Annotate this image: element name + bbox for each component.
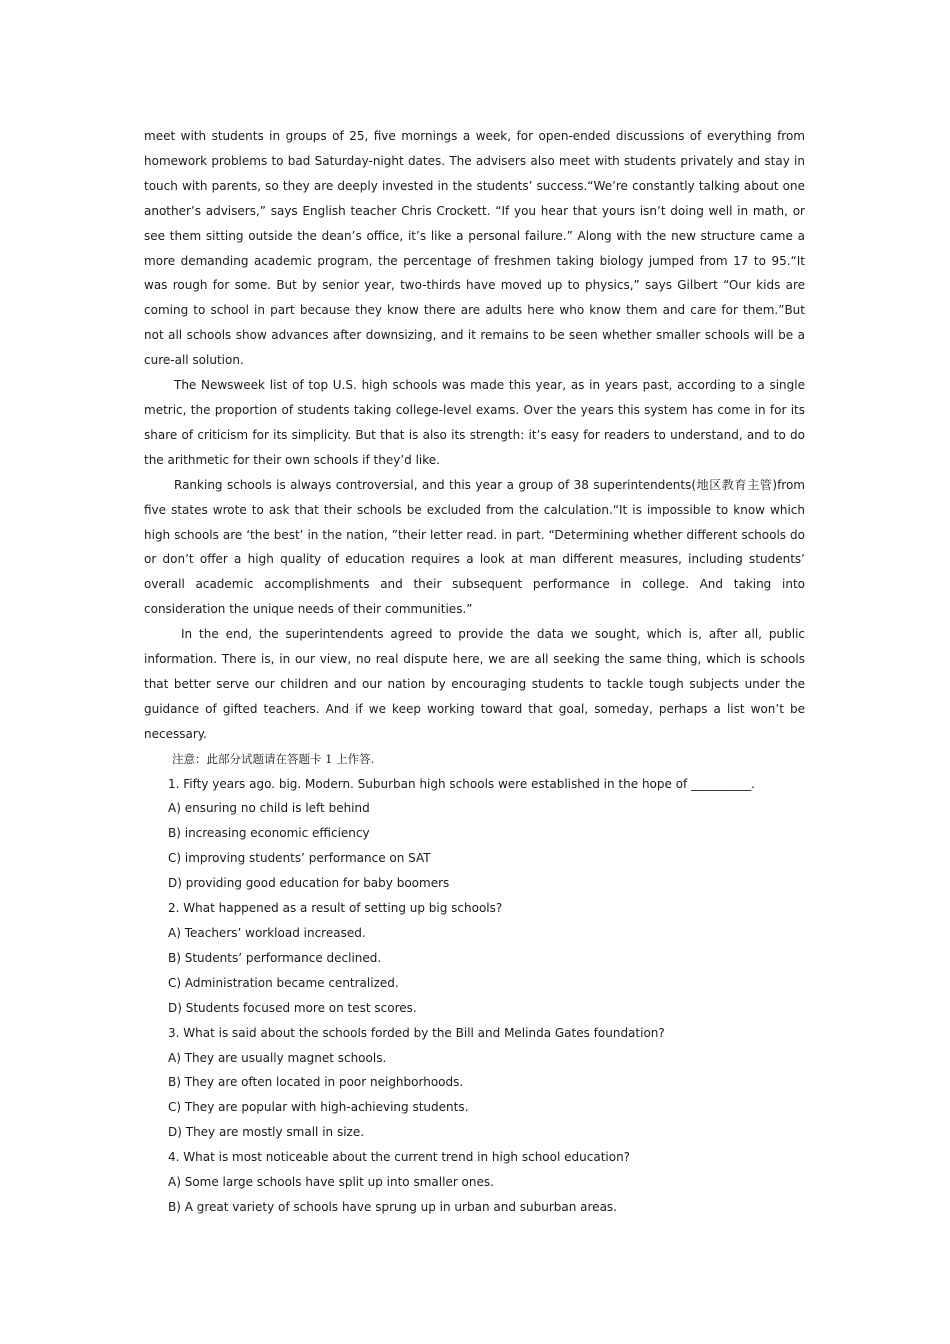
document-page xyxy=(144,124,805,1220)
question-3-option-a: A) They are usually magnet schools. xyxy=(168,1050,387,1065)
question-2-option-a: A) Teachers’ workload increased. xyxy=(168,926,366,940)
question-list xyxy=(144,772,805,1220)
question-4: 4. What is most noticeable about the current trend in high school education? xyxy=(168,1150,631,1165)
question-3-option-c: C) They are popular with high-achieving students. xyxy=(168,1100,469,1115)
question-3-option-b: B) They are often located in poor neighborhoods. xyxy=(168,1075,464,1090)
question-1-option-a: A) ensuring no child is left behind xyxy=(168,801,370,816)
answer-sheet-note: 注意：此部分试题请在答题卡 1 上作答. xyxy=(172,751,375,766)
question-4-option-b: B) A great variety of schools have sprung up in urban and suburban areas. xyxy=(168,1199,617,1214)
question-1-option-c: C) improving students’ performance on SAT xyxy=(168,851,431,866)
question-1-option-d: D) providing good education for baby boomers xyxy=(168,876,450,891)
question-3: 3. What is said about the schools forded by the Bill and Melinda Gates foundation? xyxy=(168,1025,665,1040)
question-1: 1. Fifty years ago. big. Modern. Suburban high schools were established in the hope of __________. xyxy=(168,776,755,791)
question-2: 2. What happened as a result of setting up big schools? xyxy=(168,901,503,916)
question-2-option-b: B) Students’ performance declined. xyxy=(168,950,382,965)
question-4-option-a: A) Some large schools have split up into smaller ones. xyxy=(168,1175,494,1190)
question-1-option-b: B) increasing economic efficiency xyxy=(168,826,370,841)
passage-paragraph-2: The Newsweek list of top U.S. high schools was made this year, as in years past, according to a single metric, the proportion of students taking college-level exams. Over the years this system has come in for its share of criticism for its simplicity. But that is also its strength: it’s easy for readers to understand, and to do the arithmetic for their own schools if they’d like. xyxy=(144,378,805,467)
question-3-option-d: D) They are mostly small in size. xyxy=(168,1125,365,1140)
passage-paragraph-1: meet with students in groups of 25, five mornings a week, for open-ended discussions of everything from homework problems to bad Saturday-night dates. The advisers also meet with students privately and stay in touch with parents, so they are deeply invested in the students’ success.“We’re constantly talking about one another’s advisers,” says English teacher Chris Crockett. “If you hear that yours isn’t doing well in math, or see them sitting outside the dean’s office, it’s like a personal failure.” Along with the new structure came a more demanding academic program, the percentage of freshmen taking biology jumped from 17 to 95.“It was rough for some. But by senior year, two-thirds have moved up to physics,” says Gilbert “Our kids are coming to school in part because they know there are adults here who know them and care for them.”But not all schools show advances after downsizing, and it remains to be seen whether smaller schools will be a cure-all solution. xyxy=(144,129,805,368)
question-2-option-c: C) Administration became centralized. xyxy=(168,975,399,990)
passage-paragraph-3: Ranking schools is always controversial, and this year a group of 38 superintendents(地区教育主管)from five states wrote to ask that their schools be excluded from the calculation.“It is impossible to know which high schools are ‘the best’ in the nation, ”their letter read. in part. “Determining whether different schools do or don’t offer a high quality of education requires a look at man different measures, including students’ overall academic accomplishments and their subsequent performance in college. And taking into consideration the unique needs of their communities.” xyxy=(144,477,805,617)
question-2-option-d: D) Students focused more on test scores. xyxy=(168,1000,417,1015)
passage-paragraph-4: In the end, the superintendents agreed to provide the data we sought, which is, after all, public information. There is, in our view, no real dispute here, we are all seeking the same thing, which is schools that better serve our children and our nation by encouraging students to tackle tough subjects under the guidance of gifted teachers. And if we keep working toward that goal, someday, perhaps a list won’t be necessary. xyxy=(144,627,805,741)
